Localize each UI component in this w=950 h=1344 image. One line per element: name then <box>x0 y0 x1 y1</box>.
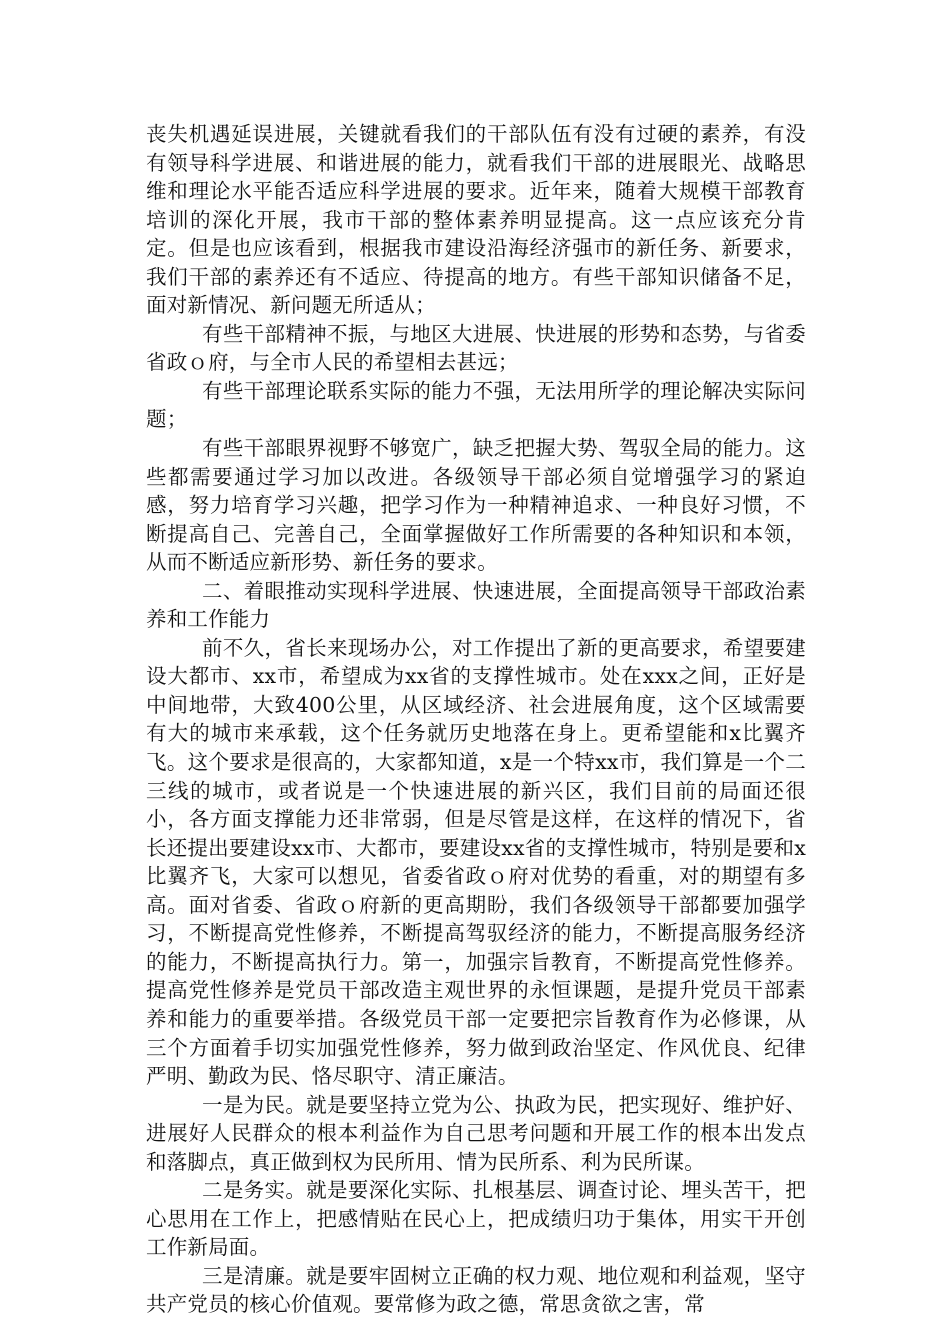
paragraph: 有些干部眼界视野不够宽广，缺乏把握大势、驾驭全局的能力。这些都需要通过学习加以改进。各级领导干部必须自觉增强学习的紧迫感，努力培育学习兴趣，把学习作为一种精神追求、一种良好习惯，不断提高自己、完善自己，全面掌握做好工作所需要的各种知识和本领，从而不断适应新形势、新任务的要求。 <box>146 436 806 575</box>
paragraph: 前不久，省长来现场办公，对工作提出了新的更高要求，希望要建设大都市、xx市，希望成为xx省的支撑性城市。处在xxx之间，正好是中间地带，大致400公里，从区域经济、社会进展角度，这个区域需要有大的城市来承载，这个任务就历史地落在身上。更希望能和x比翼齐飞。这个要求是很高的，大家都知道，x是一个特xx市，我们算是一个二三线的城市，或者说是一个快速进展的新兴区，我们目前的局面还很小，各方面支撑能力还非常弱，但是尽管是这样，在这样的情况下，省长还提出要建设xx市、大都市，要建设xx省的支撑性城市，特别是要和x比翼齐飞，大家可以想见，省委省政ｏ府对优势的看重，对的期望有多高。面对省委、省政ｏ府新的更高期盼，我们各级领导干部都要加强学习，不断提高党性修养，不断提高驾驭经济的能力，不断提高服务经济的能力，不断提高执行力。第一，加强宗旨教育，不断提高党性修养。提高党性修养是党员干部改造主观世界的永恒课题，是提升党员干部素养和能力的重要举措。各级党员干部一定要把宗旨教育作为必修课，从三个方面着手切实加强党性修养，努力做到政治坚定、作风优良、纪律严明、勤政为民、恪尽职守、清正廉洁。 <box>146 635 806 1089</box>
paragraph: 一是为民。就是要坚持立党为公、执政为民，把实现好、维护好、进展好人民群众的根本利益作为自己思考问题和开展工作的根本出发点和落脚点，真正做到权为民所用、情为民所系、利为民所谋。 <box>146 1092 806 1174</box>
paragraph: 有些干部理论联系实际的能力不强，无法用所学的理论解决实际问题； <box>146 378 806 432</box>
document-body <box>146 120 806 1319</box>
paragraph: 丧失机遇延误进展，关键就看我们的干部队伍有没有过硬的素养，有没有领导科学进展、和谐进展的能力，就看我们干部的进展眼光、战略思维和理论水平能否适应科学进展的要求。近年来，随着大规模干部教育培训的深化开展，我市干部的整体素养明显提高。这一点应该充分肯定。但是也应该看到，根据我市建设沿海经济强市的新任务、新要求，我们干部的素养还有不适应、待提高的地方。有些干部知识储备不足，面对新情况、新问题无所适从； <box>146 122 806 318</box>
section-heading: 二、着眼推动实现科学进展、快速进展，全面提高领导干部政治素养和工作能力 <box>146 578 806 632</box>
paragraph: 三是清廉。就是要牢固树立正确的权力观、地位观和利益观，坚守共产党员的核心价值观。要常修为政之德，常思贪欲之害，常 <box>146 1263 806 1317</box>
paragraph: 有些干部精神不振，与地区大进展、快进展的形势和态势，与省委省政ｏ府，与全市人民的希望相去甚远； <box>146 321 806 375</box>
paragraph: 二是务实。就是要深化实际、扎根基层、调查讨论、埋头苦干，把心思用在工作上，把感情贴在民心上，把成绩归功于集体，用实干开创工作新局面。 <box>146 1178 806 1260</box>
